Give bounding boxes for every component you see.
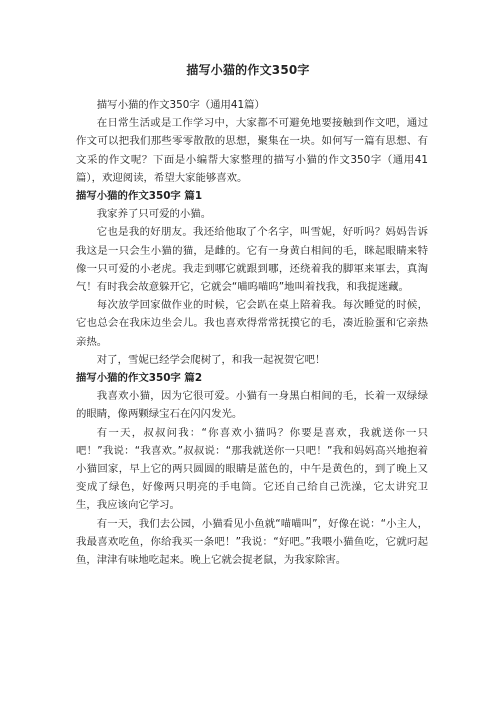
section-2-paragraph: 有一天，我们去公园，小猫看见小鱼就“喵喵叫”，好像在说：“小主人，我最喜欢吃鱼，你给我买一条吧！”我说：“好吧。”我喂小猫鱼吃，它就叼起鱼，津津有味地吃起来。晚上它就会捉老鼠，为我家除害。	[76, 517, 428, 567]
section-1-paragraph: 对了，雪妮已经学会爬树了，和我一起祝贺它吧！	[96, 353, 326, 366]
section-heading-1: 描写小猫的作文350字 篇1	[76, 190, 203, 203]
article-body	[76, 96, 428, 569]
section-2-paragraph: 有一天，叔叔问我：“你喜欢小猫吗？你要是喜欢，我就送你一只吧！”我说：“我喜欢。”叔叔说：“那我就送你一只吧！”我和妈妈高兴地抱着小猫回家，早上它的两只圆圆的眼睛是蓝色的，中午是黄色的，到了晚上又变成了绿色，好像两只明亮的手电筒。它还自己给自己洗澡，它太讲究卫生，我应该向它学习。	[76, 426, 428, 512]
intro-line: 描写小猫的作文350字（通用41篇）	[96, 99, 265, 111]
page-title: 描写小猫的作文350字	[186, 63, 310, 77]
section-2-paragraph: 我喜欢小猫，因为它很可爱。小猫有一身黑白相间的毛，长着一双绿绿的眼睛，像两颗绿宝石在闪闪发光。	[76, 390, 428, 421]
section-heading-2: 描写小猫的作文350字 篇2	[76, 372, 203, 385]
section-1-paragraph: 我家养了只可爱的小猫。	[96, 208, 212, 221]
section-1-paragraph: 它也是我的好朋友。我还给他取了个名字，叫雪妮，好听吗？妈妈告诉我这是一只会生小猫的猫，是雌的。它有一身黄白相间的毛，眯起眼睛来特像一只可爱的小老虎。我走到哪它就跟到哪，还绕着我的脚軍来軍去，真淘气！有时我会故意躲开它，它就会“喵呜喵呜”地叫着找我，和我捉迷藏。	[76, 226, 428, 294]
section-1-paragraph: 每次放学回家做作业的时候，它会趴在桌上陪着我。每次睡觉的时候，它也总会在我床边坐会儿。我也喜欢得常常抚摸它的毛，凑近脸蛋和它亲热亲热。	[76, 299, 428, 348]
intro-paragraph: 在日常生活或是工作学习中，大家都不可避免地要接触到作文吧，通过作文可以把我们那些零零散散的思想，聚集在一块。如何写一篇有思想、有文采的作文呢？下面是小编帮大家整理的描写小猫的作文350字（通用41篇），欢迎阅读，希望大家能够喜欢。	[76, 117, 428, 184]
